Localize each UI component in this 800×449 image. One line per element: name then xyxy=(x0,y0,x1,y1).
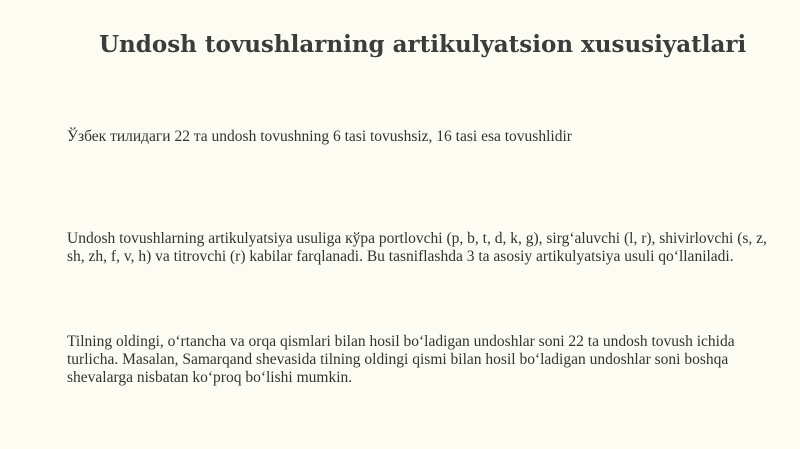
slide-title: Undosh tovushlarning artikulyatsion xususiyatlari xyxy=(99,31,747,58)
paragraph-consonant-count: Ўзбек тилидаги 22 та undosh tovushning 6 tasi tovushsiz, 16 tasi esa tovushlidir xyxy=(67,128,572,145)
paragraph-tongue-position: Tilning oldingi, o‘rtancha va orqa qismlari bilan hosil bo‘ladigan undoshlar soni 22 ta undosh tovush ichida turlicha. Masalan, Samarqand shevasida tilning oldingi qismi bilan hosil bo‘ladigan undoshlar soni boshqa shevalarga nisbatan ko‘proq bo‘lishi mumkin. xyxy=(67,333,735,386)
paragraph-articulation-manner: Undosh tovushlarning artikulyatsiya usuliga кўра portlovchi (p, b, t, d, k, g), sirg‘aluvchi (l, r), shivirlovchi (s, z, sh, zh, f, v, h) va titrovchi (r) kabilar farqlanadi. Bu tasniflashda 3 ta asosiy artikulyatsiya usuli qo‘llaniladi. xyxy=(67,230,767,265)
